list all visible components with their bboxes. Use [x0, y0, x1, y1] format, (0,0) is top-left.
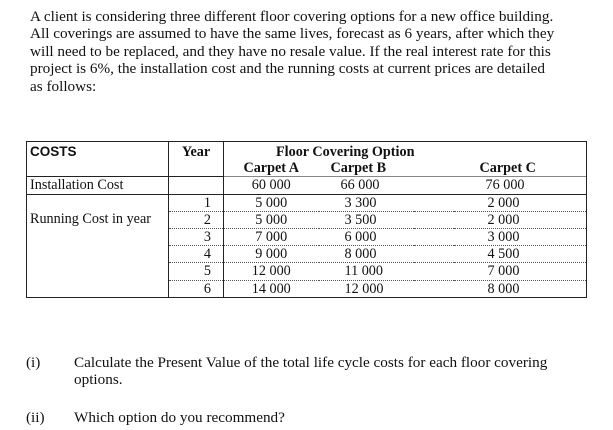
carpet-a-header: Carpet A — [243, 160, 300, 177]
question-1-line-2: options. — [74, 371, 123, 389]
running-a-cell: 9 000 — [224, 246, 319, 263]
intro-line-5: as follows: — [30, 77, 97, 95]
running-b-cell: 3 300 — [319, 194, 454, 211]
costs-table — [26, 141, 587, 298]
running-c-cell: 3 000 — [454, 229, 587, 246]
question-1-text — [74, 354, 594, 389]
running-row-6 — [27, 280, 587, 297]
running-row-4 — [27, 246, 587, 263]
question-2-text: Which option do you recommend? — [74, 409, 285, 426]
running-row-1 — [27, 194, 587, 211]
year-cell: 1 — [169, 194, 224, 211]
running-b-cell: 8 000 — [319, 246, 454, 263]
floor-option-header: Floor Covering Option — [224, 142, 587, 161]
running-a-cell: 7 000 — [224, 229, 319, 246]
carpet-b-header: Carpet B — [330, 160, 387, 177]
running-b-cell: 3 500 — [319, 211, 454, 228]
running-label: Running Cost in year — [27, 211, 169, 228]
year-cell: 2 — [169, 211, 224, 228]
running-c-cell: 2 000 — [454, 194, 587, 211]
year-cell: 4 — [169, 246, 224, 263]
intro-line-1: A client is considering three different floor covering options for a new office building. — [30, 8, 554, 25]
intro-line-4: project is 6%, the installation cost and the running costs at current prices are detailed — [30, 60, 545, 78]
costs-header: COSTS — [27, 142, 169, 161]
question-1 — [26, 354, 596, 390]
year-cell: 6 — [169, 280, 224, 297]
running-c-cell: 8 000 — [454, 280, 587, 297]
running-b-cell: 11 000 — [319, 263, 454, 280]
year-cell: 5 — [169, 263, 224, 280]
header-row-1 — [27, 142, 587, 161]
running-row-2 — [27, 211, 587, 228]
carpet-c-header: Carpet C — [454, 160, 587, 177]
running-row-5 — [27, 263, 587, 280]
installation-label: Installation Cost — [27, 177, 169, 194]
year-cell: 3 — [169, 229, 224, 246]
running-c-cell: 2 000 — [454, 211, 587, 228]
running-c-cell: 4 500 — [454, 246, 587, 263]
year-header: Year — [169, 142, 224, 161]
question-2-number: (ii) — [26, 409, 45, 426]
running-b-cell: 6 000 — [319, 229, 454, 246]
installation-c: 76 000 — [454, 177, 587, 194]
installation-a: 60 000 — [224, 177, 319, 194]
running-a-cell: 14 000 — [224, 280, 319, 297]
running-a-cell: 5 000 — [224, 194, 319, 211]
running-b-cell: 12 000 — [319, 280, 454, 297]
running-a-cell: 5 000 — [224, 211, 319, 228]
running-row-3 — [27, 229, 587, 246]
installation-row — [27, 177, 587, 194]
intro-line-2: All coverings are assumed to have the same lives, forecast as 6 years, after which they — [30, 25, 555, 43]
header-row-2 — [27, 160, 587, 177]
question-1-number: (i) — [26, 354, 41, 371]
running-a-cell: 12 000 — [224, 263, 319, 280]
running-c-cell: 7 000 — [454, 263, 587, 280]
installation-b: 66 000 — [319, 177, 454, 194]
intro-line-3: will need to be replaced, and they have no resale value. If the real interest rate for this — [30, 42, 551, 60]
question-2 — [26, 409, 596, 427]
problem-intro — [30, 8, 595, 95]
question-1-line-1: Calculate the Present Value of the total life cycle costs for each floor covering — [74, 354, 548, 371]
